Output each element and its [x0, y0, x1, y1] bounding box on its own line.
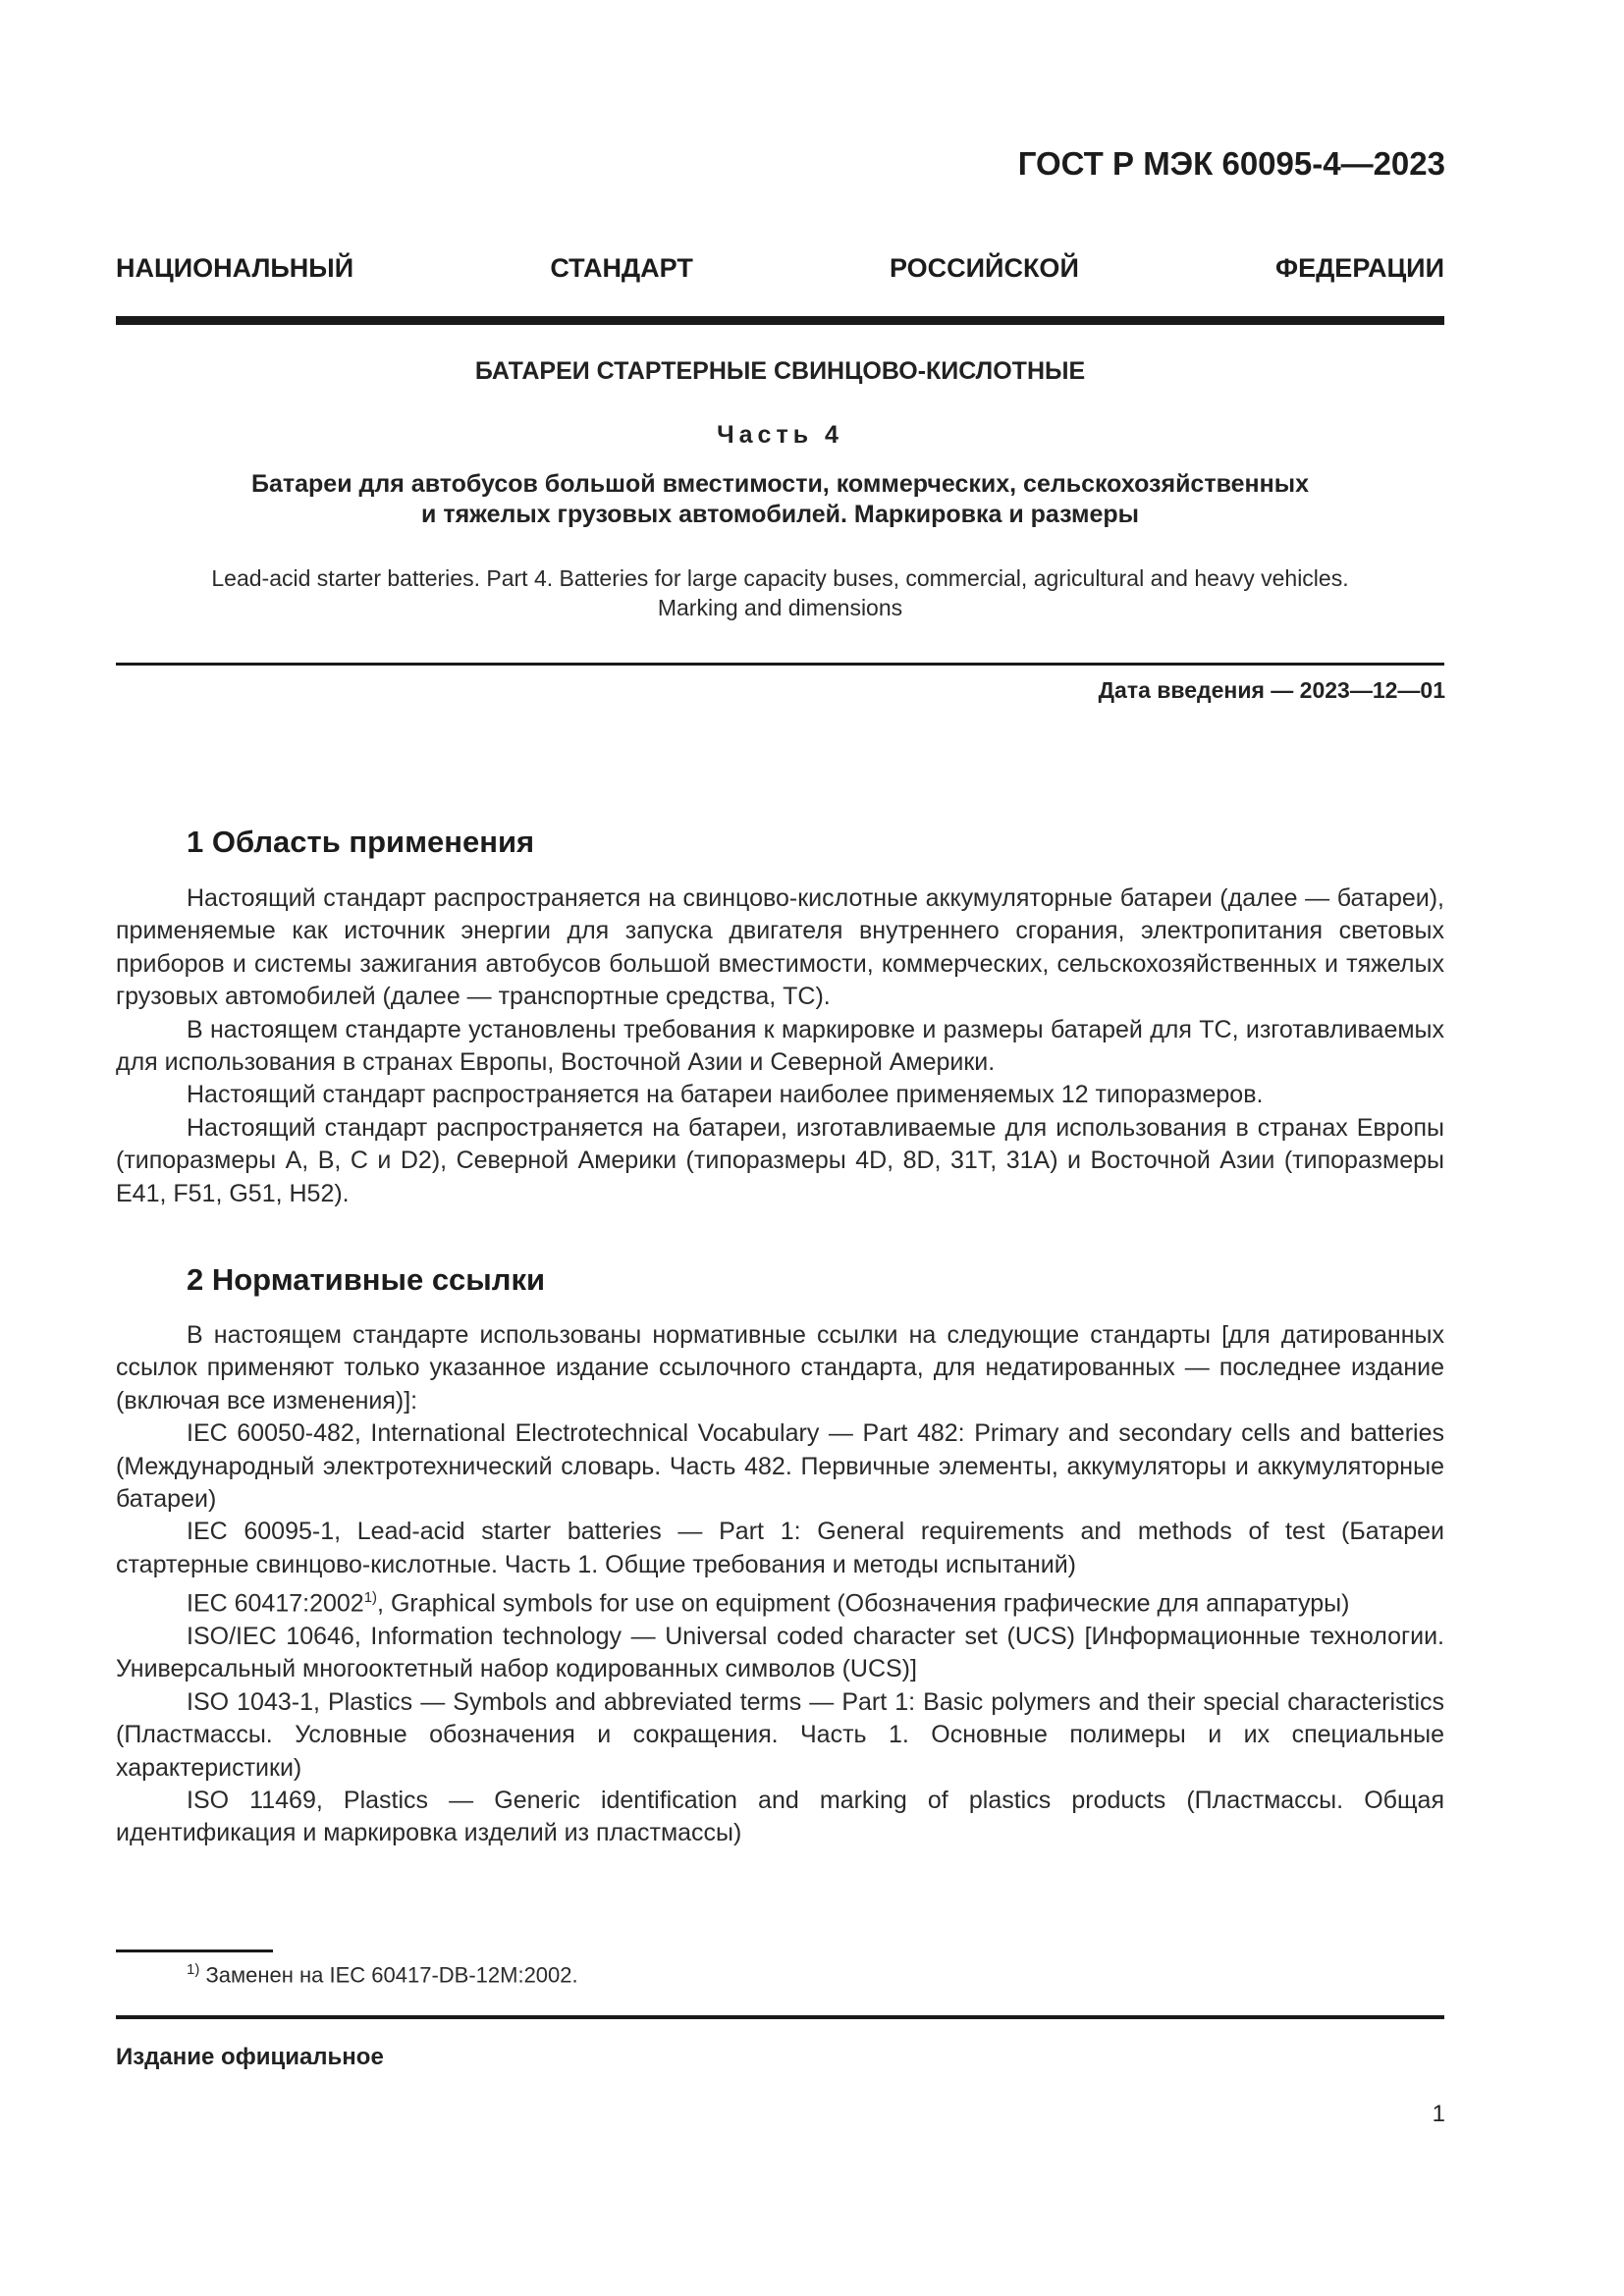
subtitle-line-1: Батареи для автобусов большой вместимости, коммерческих, сельскохозяйственных	[251, 470, 1309, 498]
section-2-body	[116, 1319, 1444, 1850]
reference-text: , Graphical symbols for use on equipment (Обозначения графические для аппаратуры)	[377, 1589, 1350, 1618]
english-title-line-2: Marking and dimensions	[657, 595, 903, 620]
footnote-ref[interactable]: 1)	[363, 1589, 378, 1607]
reference-item: ISO 1043-1, Plastics — Symbols and abbreviated terms — Part 1: Basic polymers and their special characteristics (Пластмассы. Условные обозначения и сокращения. Часть 1. Основные полимеры и их специальные характеристики)	[116, 1687, 1444, 1782]
header-divider	[116, 316, 1444, 325]
section-2-heading: 2 Нормативные ссылки	[187, 1262, 546, 1297]
paragraph: В настоящем стандарте использованы нормативные ссылки на следующие стандарты [для датированных ссылок применяют только указанное издание ссылочного стандарта, для недатированных — последнее издание (включая все изменения)]:	[116, 1321, 1444, 1415]
paragraph: Настоящий стандарт распространяется на батареи наиболее применяемых 12 типоразмеров.	[187, 1081, 1264, 1109]
paragraph: Настоящий стандарт распространяется на батареи, изготавливаемые для использования в странах Европы (типоразмеры A, B, C и D2), Северной Америки (типоразмеры 4D, 8D, 31T, 31A) и Восточной Азии (типоразмеры E41, F51, G51, H52).	[116, 1113, 1444, 1207]
national-standard-banner: НАЦИОНАЛЬНЫЙ СТАНДАРТ РОССИЙСКОЙ ФЕДЕРАЦИИ	[116, 253, 1444, 283]
reference-item	[116, 1581, 1444, 1621]
footnote	[187, 1961, 578, 1988]
title-divider	[116, 663, 1444, 666]
english-title-line-1: Lead-acid starter batteries. Part 4. Batteries for large capacity buses, commercial, agricultural and heavy vehicles.	[211, 565, 1349, 591]
reference-item: ISO/IEC 10646, Information technology — Universal coded character set (UCS) [Информационные технологии. Универсальный многооктетный набор кодированных символов (UCS)]	[116, 1622, 1444, 1683]
reference-item: ISO 11469, Plastics — Generic identification and marking of plastics products (Пластмассы. Общая идентификация и маркировка изделий из пластмассы)	[116, 1787, 1444, 1847]
intro-date: Дата введения — 2023—12—01	[1098, 677, 1445, 703]
section-1-body	[116, 882, 1444, 1210]
footnote-text: Заменен на IEC 60417-DB-12M:2002.	[199, 1962, 578, 1988]
document-title: БАТАРЕИ СТАРТЕРНЫЕ СВИНЦОВО-КИСЛОТНЫЕ	[474, 357, 1086, 385]
edition-label: Издание официальное	[116, 2044, 384, 2070]
english-title	[116, 563, 1444, 622]
reference-item: IEC 60095-1, Lead-acid starter batteries — Part 1: General requirements and methods of test (Батареи стартерные свинцово-кислотные. Часть 1. Общие требования и методы испытаний)	[116, 1518, 1444, 1578]
part-label: Часть 4	[717, 421, 843, 449]
footnote-mark: 1)	[187, 1961, 200, 1978]
footnote-divider	[116, 1949, 273, 1952]
paragraph: В настоящем стандарте установлены требования к маркировке и размеры батарей для ТС, изготавливаемых для использования в странах Европы, Восточной Азии и Северной Америки.	[116, 1015, 1444, 1077]
document-code: ГОСТ Р МЭК 60095-4—2023	[1017, 145, 1445, 182]
document-subtitle	[116, 469, 1444, 530]
subtitle-line-2: и тяжелых грузовых автомобилей. Маркировка и размеры	[421, 501, 1139, 528]
reference-id: IEC 60417:2002	[187, 1589, 364, 1618]
footer-divider	[116, 2015, 1444, 2019]
section-1-heading: 1 Область применения	[187, 825, 535, 859]
paragraph: Настоящий стандарт распространяется на свинцово-кислотные аккумуляторные батареи (далее — батареи), применяемые как источник энергии для запуска двигателя внутреннего сгорания, электропитания световых приборов и системы зажигания автобусов большой вместимости, коммерческих, сельскохозяйственных и тяжелых грузовых автомобилей (далее — транспортные средства, ТС).	[116, 884, 1444, 1011]
reference-item: IEC 60050-482, International Electrotechnical Vocabulary — Part 482: Primary and secondary cells and batteries (Международный электротехнический словарь. Часть 482. Первичные элементы, аккумуляторы и аккумуляторные батареи)	[116, 1419, 1444, 1514]
page-number: 1	[1432, 2101, 1445, 2127]
